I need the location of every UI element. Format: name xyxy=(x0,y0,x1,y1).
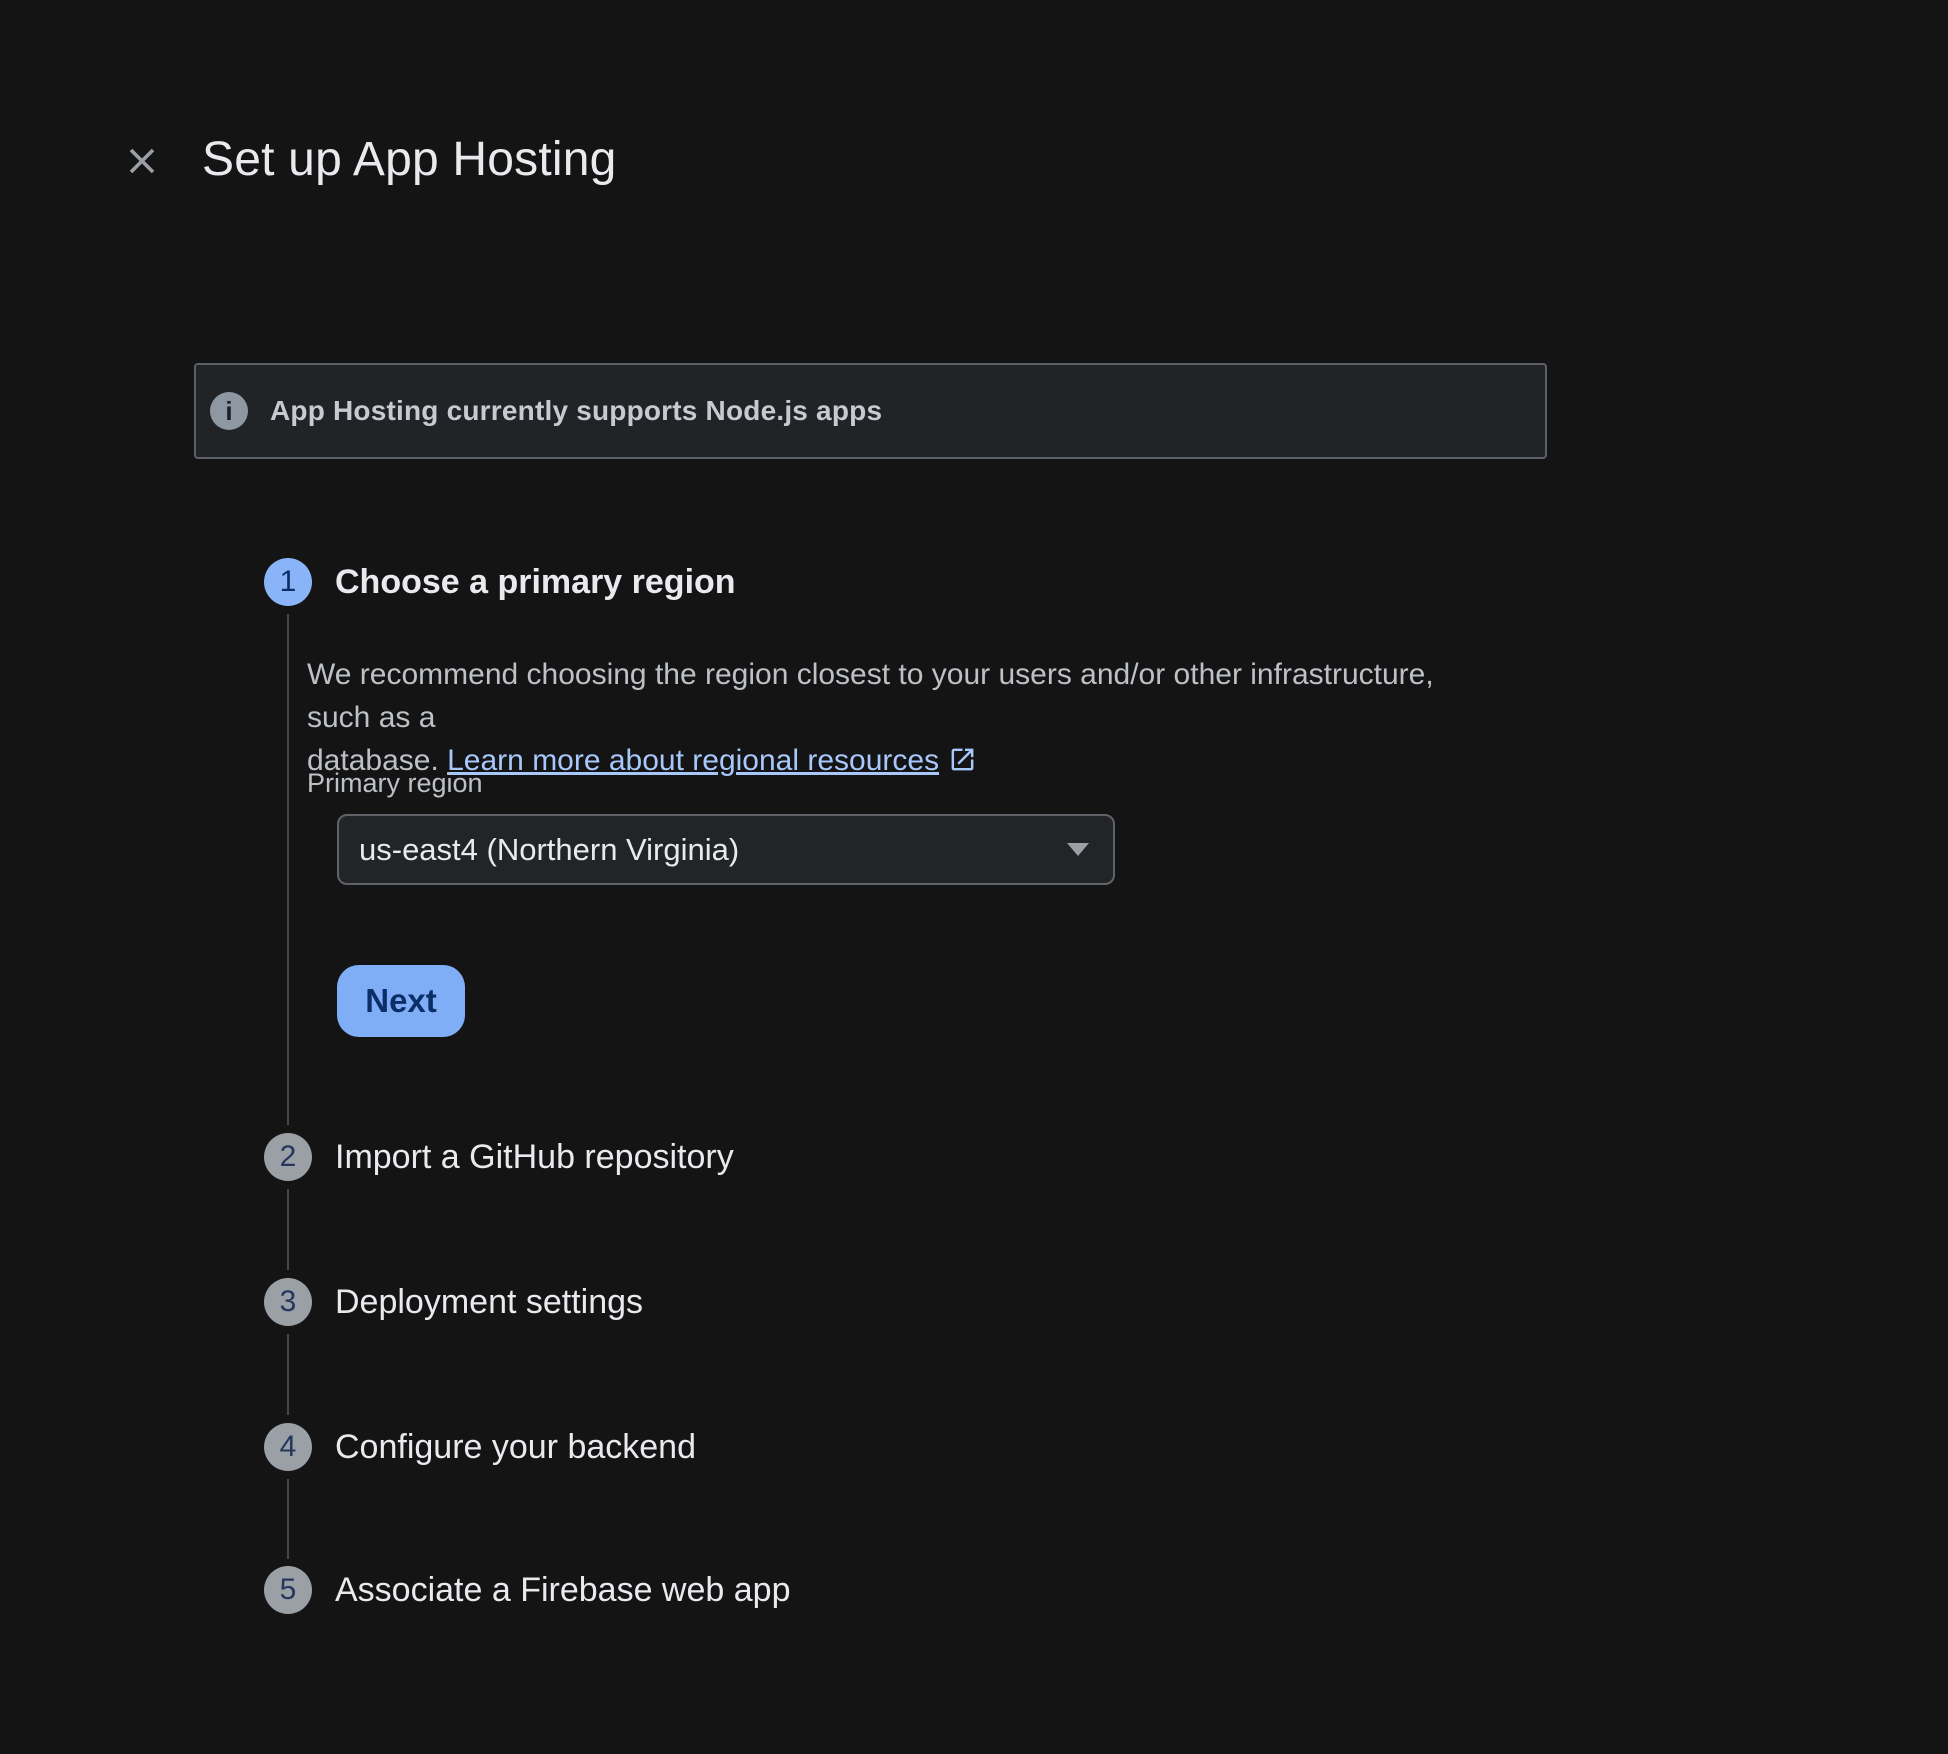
learn-more-link[interactable]: Learn more about regional resources xyxy=(447,744,940,777)
step-5-title: Associate a Firebase web app xyxy=(335,1570,791,1609)
primary-region-label: Primary region xyxy=(307,768,483,798)
step-3-number-badge: 3 xyxy=(264,1278,312,1326)
primary-region-value: us-east4 (Northern Virginia) xyxy=(359,831,740,867)
info-icon: i xyxy=(210,392,248,430)
step-1-description xyxy=(307,653,1497,786)
step-2-title: Import a GitHub repository xyxy=(335,1137,734,1176)
close-icon xyxy=(128,147,156,175)
step-1-header xyxy=(264,558,736,606)
description-line-1: We recommend choosing the region closest to your users and/or other infrastructure, such as a xyxy=(307,658,1434,734)
step-5-header xyxy=(264,1566,790,1614)
banner-text: App Hosting currently supports Node.js apps xyxy=(270,395,883,426)
step-4-title: Configure your backend xyxy=(335,1427,697,1466)
external-link-icon xyxy=(948,743,977,786)
stepper-connector xyxy=(287,1189,289,1270)
stepper-connector xyxy=(287,1479,289,1559)
description-line-2: database. xyxy=(307,744,448,777)
stepper-connector xyxy=(287,1334,289,1415)
step-3-title: Deployment settings xyxy=(335,1282,644,1321)
step-4-number-badge: 4 xyxy=(264,1423,312,1471)
page-title: Set up App Hosting xyxy=(202,133,617,186)
step-2-number-badge: 2 xyxy=(264,1133,312,1181)
step-1-number-badge: 1 xyxy=(264,558,312,606)
stepper-connector xyxy=(287,614,289,1125)
step-5-number-badge: 5 xyxy=(264,1566,312,1614)
chevron-down-icon xyxy=(1067,843,1089,856)
step-1-title: Choose a primary region xyxy=(335,562,736,601)
step-3-header xyxy=(264,1278,643,1326)
next-button[interactable]: Next xyxy=(337,965,465,1037)
step-2-header xyxy=(264,1133,734,1181)
primary-region-select[interactable] xyxy=(337,814,1115,885)
close-button[interactable] xyxy=(114,133,170,189)
step-4-header xyxy=(264,1423,696,1471)
info-banner xyxy=(194,363,1547,459)
